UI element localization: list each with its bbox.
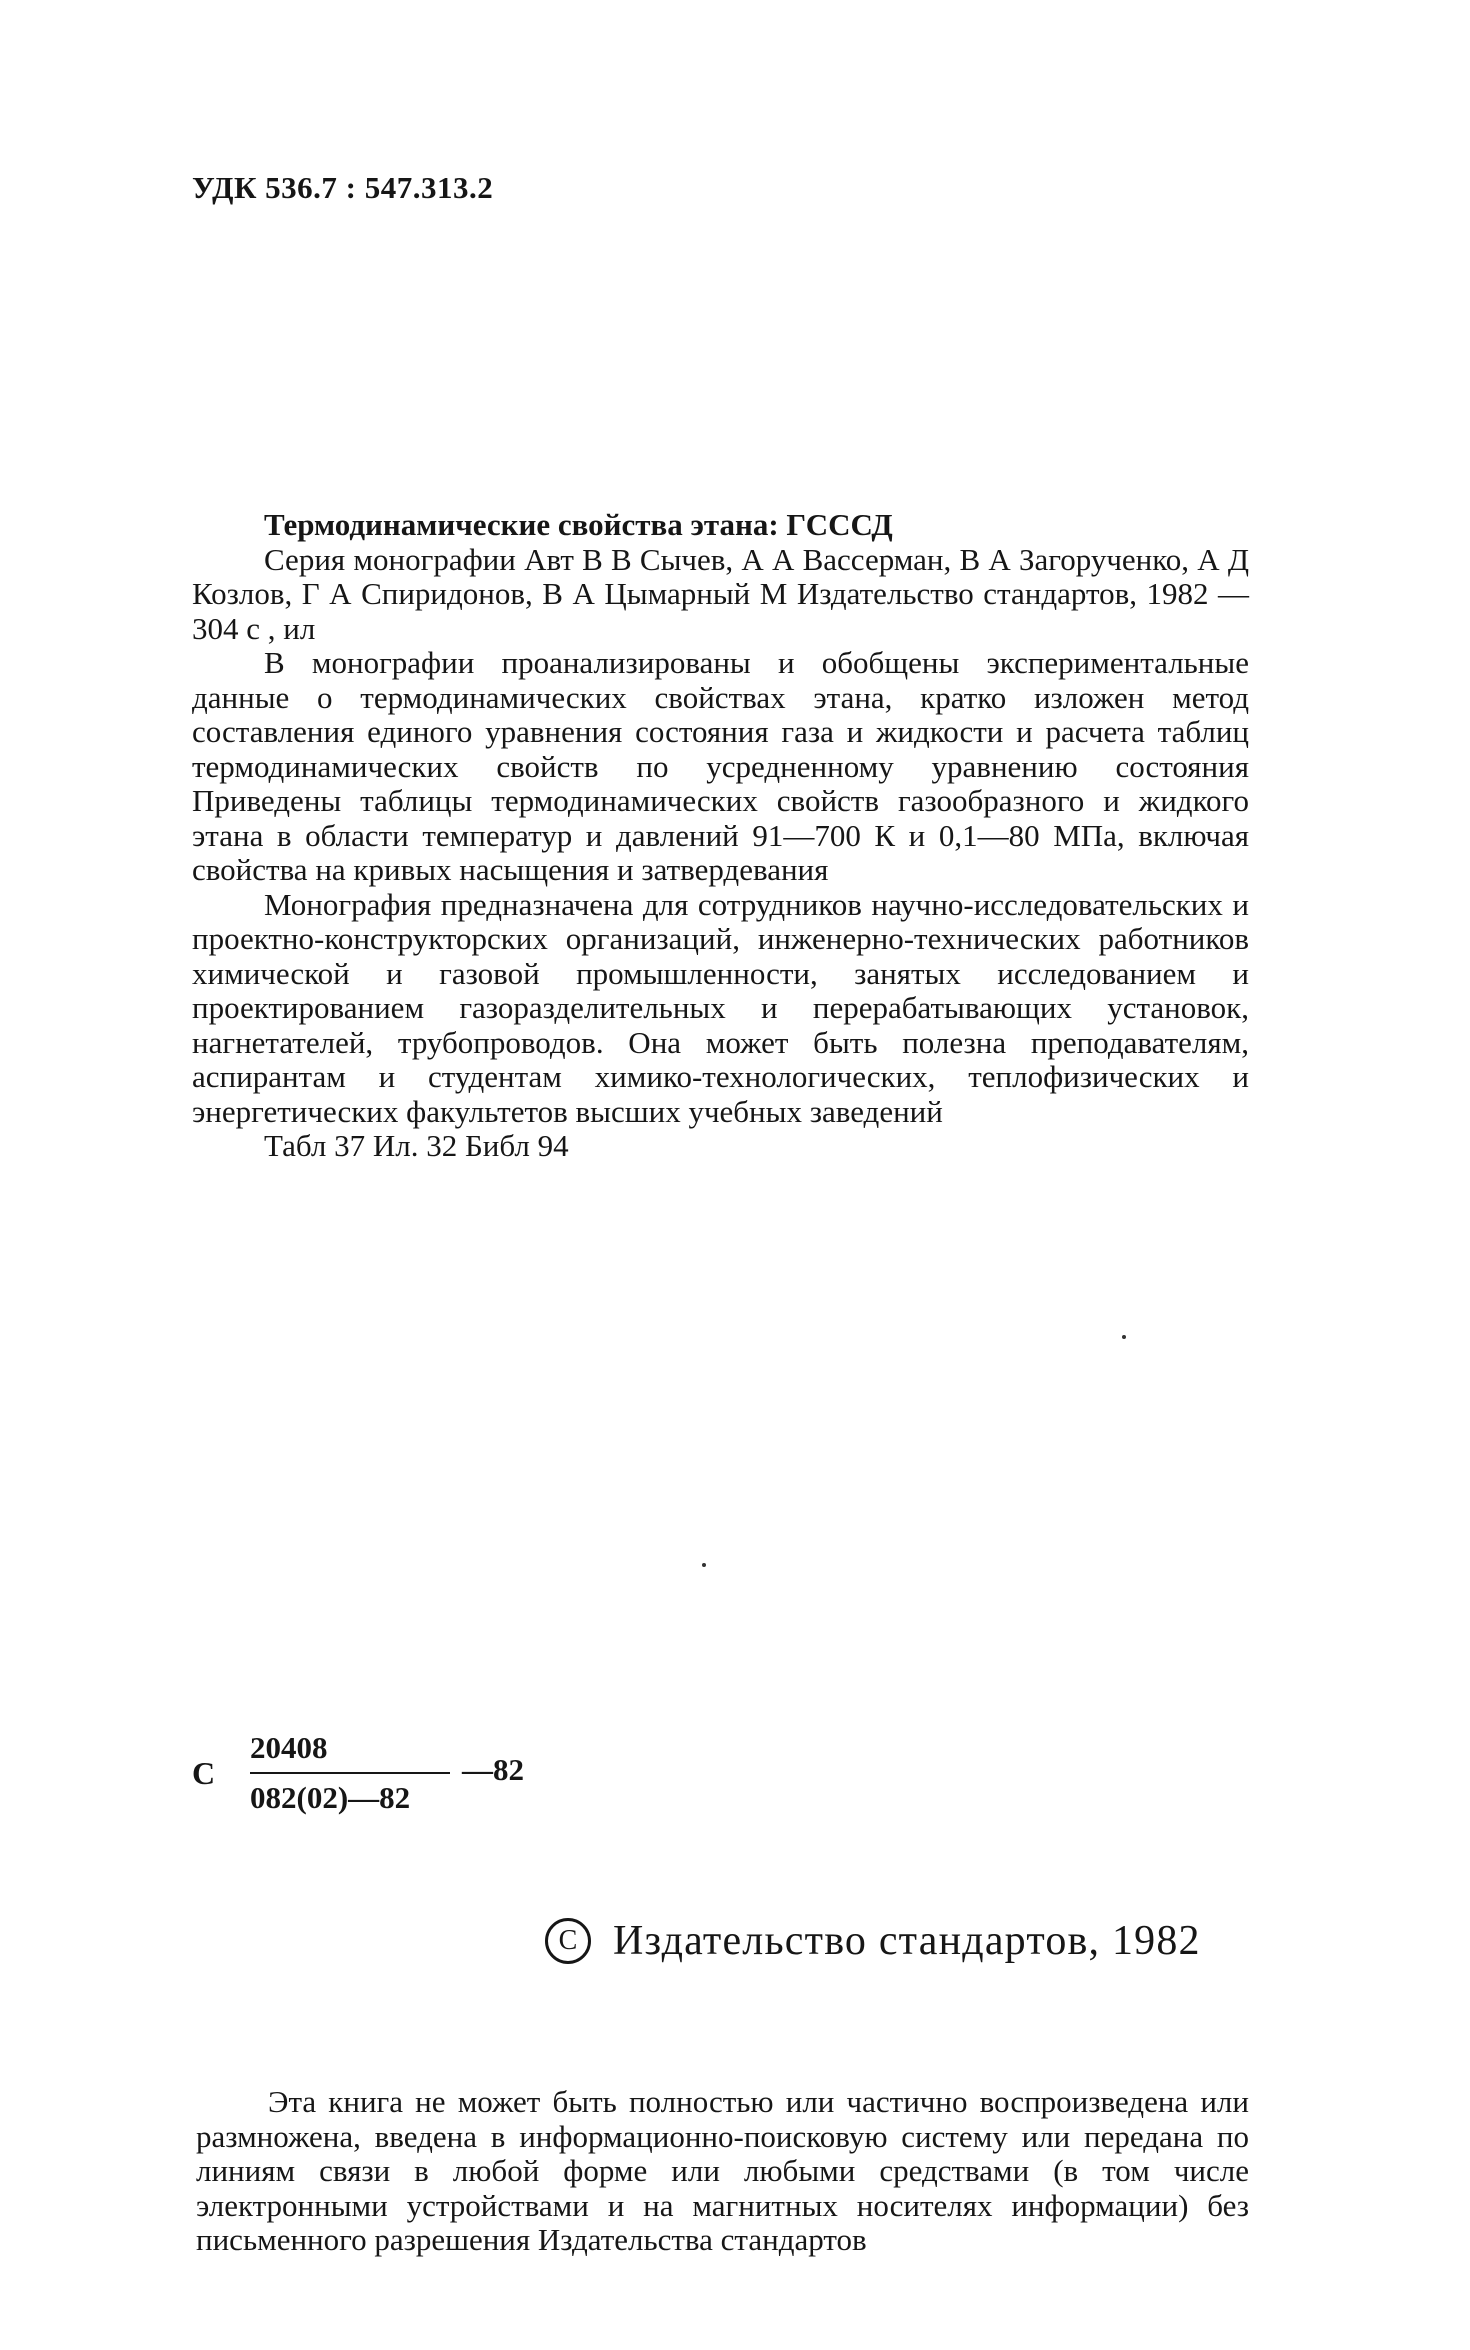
book-title: Термодинамические свойства этана: ГСССД <box>264 507 893 542</box>
abstract-audience: Монография предназначена для сотрудников научно-исследовательских и проектно-конструкторских организаций, инженерно-технических работников химической и газовой промышленности, занятых исследованием и проектированием газоразделительных и перерабатывающих установок, нагнетателей, трубопроводов. Она может быть полезна преподавателям, аспирантам и студентам химико-технологических, теплофизических и энергетических факультетов высших учебных заведений <box>192 886 1249 1129</box>
index-numerator: 20408 <box>250 1730 450 1774</box>
print-speck <box>702 1563 706 1567</box>
abstract-title <box>192 508 1249 543</box>
copyright-line <box>545 1917 1201 1965</box>
index-letter: С <box>192 1755 216 1791</box>
abstract-summary: В монографии проанализированы и обобщены экспериментальные данные о термодинамических свойствах этана, кратко изложен метод составления единого уравнения состояния газа и жидкости и расчета таблиц термодинамических свойств по усредненному уравнению состояния Приведены таблицы термодинамических свойств газообразного и жидкого этана в области температур и давлений 91—700 К и 0,1—80 МПа, включая свойства на кривых насыщения и затвердевания <box>192 645 1249 887</box>
copyright-text: Издательство стандартов, 1982 <box>613 1918 1201 1964</box>
bibliographic-abstract <box>192 508 1249 1164</box>
print-speck <box>1122 1335 1126 1339</box>
rights-notice <box>196 2085 1249 2258</box>
copyright-icon: C <box>545 1918 591 1964</box>
abstract-citation: Серия монографии Авт В В Сычев, А А Вассерман, В А Загорученко, А Д Козлов, Г А Спиридонов, В А Цымарный М Издательство стандартов, 1982 — 304 с , ил <box>192 541 1249 646</box>
index-denominator: 082(02)—82 <box>250 1780 411 1815</box>
udk-code: УДК 536.7 : 547.313.2 <box>192 170 494 205</box>
index-suffix: —82 <box>462 1752 524 1787</box>
abstract-stats: Табл 37 Ил. 32 Библ 94 <box>264 1128 569 1163</box>
rights-notice-text: Эта книга не может быть полностью или частично воспроизведена или размножена, введена в информационно-поисковую систему или передана по линиям связи в любой форме или любыми средствами (в том числе электронными устройствами и на магнитных носителях информации) без письменного разрешения Издательства стандартов <box>196 2084 1249 2257</box>
